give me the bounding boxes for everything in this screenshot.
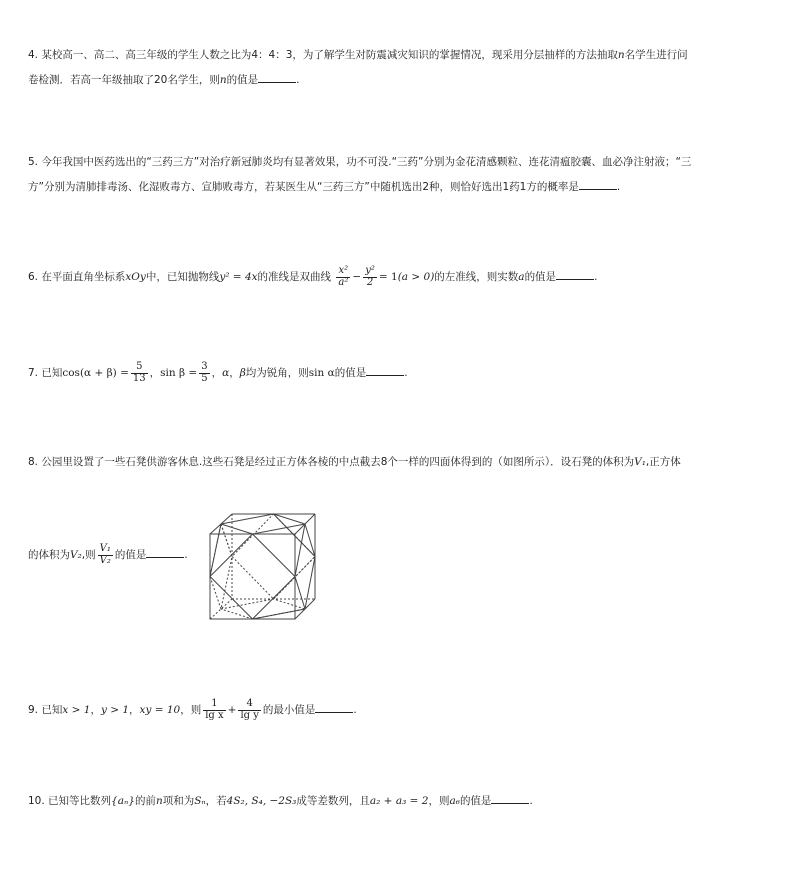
fraction-x2-a2: $\frac{\text{x²}}{\text{a²}}$ [338,265,349,288]
fraction-y2-2: $\frac{\text{y²}}{2}$ [365,265,375,288]
question-9: 9. 已知x > 1，y > 1，xy = 10，则 $\frac{1}{\text{lg x}}$ + $\frac{4}{\text{lg y}}$ 的最小值是 . [28,698,357,721]
fraction-5-13: $\frac{5}{13}$ [132,361,146,384]
fraction-1-lgx: $\frac{1}{\text{lg x}}$ [205,698,224,721]
answer-blank [258,72,296,83]
q4-line1: 4. 某校高一、高二、高三年级的学生人数之比为4：4：3，为了解学生对防震减灾知识的掌握情况，现采用分层抽样的方法抽取n名学生进行问 [28,49,688,61]
answer-blank [315,702,353,713]
q5-line2: 方”分别为清肺排毒汤、化湿败毒方、宣肺败毒方，若某医生从“三药三方”中随机选出2种，则恰好选出1药1方的概率是 . [28,181,621,193]
fraction-4-lgy: $\frac{4}{\text{lg y}}$ [240,698,259,721]
answer-blank [491,793,529,804]
q5-line1: 5. 今年我国中医药选出的“三药三方”对治疗新冠肺炎均有显著效果，功不可没.“三药”分别为金花清感颗粒、连花清瘟胶囊、血必净注射液；“三 [28,156,692,168]
question-7: 7. 已知cos(α + β) = $\frac{5}{13}$ ，sin β = $\frac{3}{5}$ ，α，β均为锐角，则sin α的值是 . [28,361,408,384]
answer-blank [146,547,184,558]
q4-line2: 卷检测．若高一年级抽取了20名学生，则n的值是 . [28,74,300,86]
fraction-v1-v2: $\frac{\text{V₁}}{\text{V₂}}$ [99,543,111,566]
answer-blank [556,269,594,280]
answer-blank [366,365,404,376]
question-6: 6. 在平面直角坐标系xOy中，已知抛物线y² = 4x的准线是双曲线 $\frac{\text{x²}}{\text{a²}}$ − $\frac{\text{y²}}{2}$ = 1(a > 0)的左准线，则实数a的值是 . [28,265,598,288]
question-8-line2: 的体积为V₂,则 $\frac{\text{V₁}}{\text{V₂}}$ 的值是 . [28,543,188,566]
fraction-3-5: $\frac{3}{5}$ [201,361,208,384]
truncated-cube-figure [207,511,319,623]
cube-front-face [210,534,295,619]
question-4 [28,43,728,93]
question-5 [28,150,728,200]
question-8-line1: 8. 公园里设置了一些石凳供游客休息.这些石凳是经过正方体各棱的中点截去8个一样的四面体得到的（如图所示）．设石凳的体积为V₁,正方体 [28,456,681,468]
question-10: 10. 已知等比数列{aₙ}的前n项和为Sₙ，若4S₂, S₄, −2S₃成等差数列，且a₂ + a₃ = 2，则a₆的值是 . [28,795,533,807]
answer-blank [579,179,617,190]
